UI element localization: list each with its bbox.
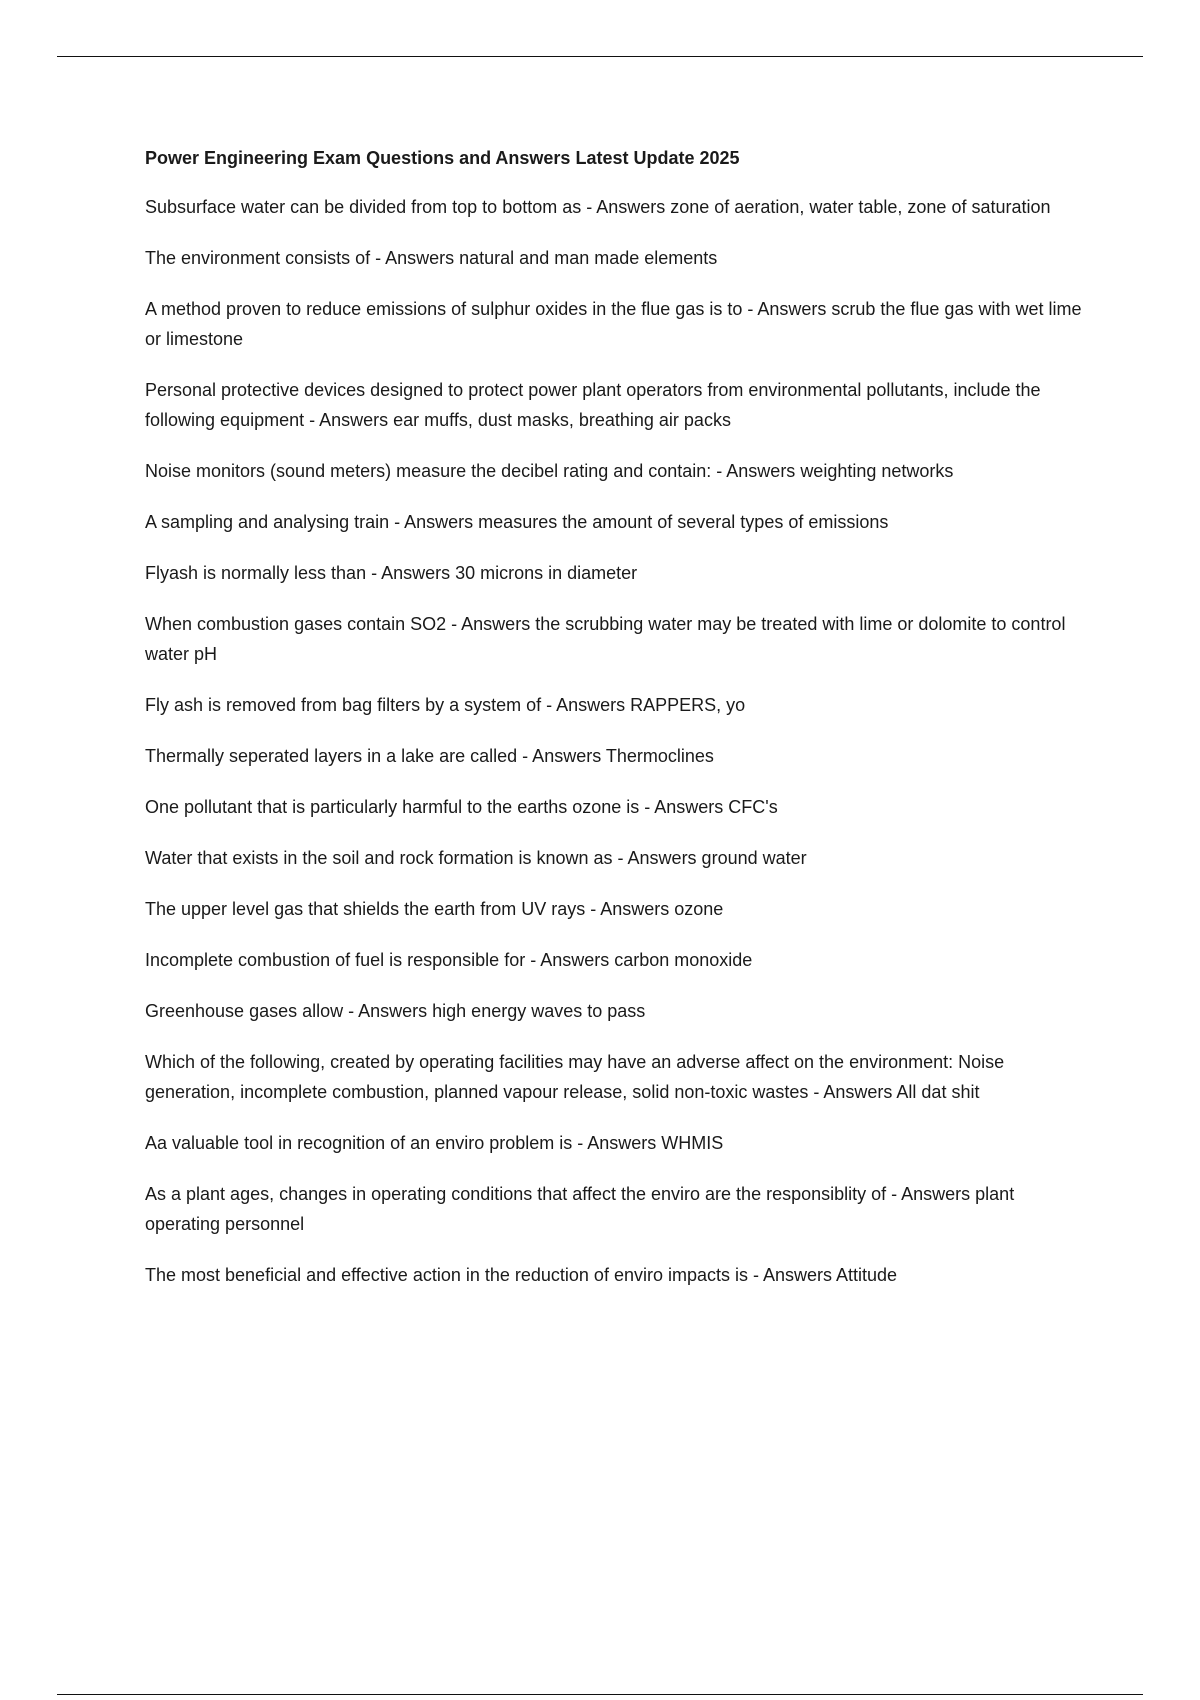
bottom-rule: [57, 1694, 1143, 1695]
qa-item: Incomplete combustion of fuel is responsible for - Answers carbon monoxide: [145, 950, 753, 970]
qa-item: Thermally seperated layers in a lake are called - Answers Thermoclines: [145, 746, 714, 766]
qa-item: Greenhouse gases allow - Answers high energy waves to pass: [145, 1001, 646, 1021]
qa-item: Subsurface water can be divided from top to bottom as - Answers zone of aeration, water table, zone of saturation: [145, 197, 1051, 217]
qa-item: Fly ash is removed from bag filters by a system of - Answers RAPPERS, yo: [145, 695, 746, 715]
qa-item: Flyash is normally less than - Answers 30 microns in diameter: [145, 563, 638, 583]
qa-item: Aa valuable tool in recognition of an enviro problem is - Answers WHMIS: [145, 1133, 724, 1153]
qa-item: Which of the following, created by operating facilities may have an adverse affect on the environment: Noise generation, incomplete combustion, planned vapour release, solid non-toxic wastes - Answers All dat shit: [145, 1052, 1005, 1102]
qa-item: The environment consists of - Answers natural and man made elements: [145, 248, 718, 268]
qa-item: A sampling and analysing train - Answers measures the amount of several types of emissions: [145, 512, 889, 532]
qa-item: Noise monitors (sound meters) measure the decibel rating and contain: - Answers weighting networks: [145, 461, 954, 481]
top-rule: [57, 56, 1143, 57]
qa-item: As a plant ages, changes in operating conditions that affect the enviro are the responsiblity of - Answers plant operating personnel: [145, 1184, 1015, 1234]
qa-item: When combustion gases contain SO2 - Answers the scrubbing water may be treated with lime or dolomite to control water pH: [145, 614, 1066, 664]
qa-item: One pollutant that is particularly harmful to the earths ozone is - Answers CFC's: [145, 797, 778, 817]
document-title: Power Engineering Exam Questions and Answers Latest Update 2025: [145, 148, 740, 168]
qa-item: Water that exists in the soil and rock formation is known as - Answers ground water: [145, 848, 807, 868]
qa-item: A method proven to reduce emissions of sulphur oxides in the flue gas is to - Answers scrub the flue gas with wet lime or limestone: [145, 299, 1082, 349]
document-body: [145, 143, 1085, 1311]
qa-item: Personal protective devices designed to protect power plant operators from environmental pollutants, include the following equipment - Answers ear muffs, dust masks, breathing air packs: [145, 380, 1041, 430]
qa-item: The upper level gas that shields the earth from UV rays - Answers ozone: [145, 899, 724, 919]
qa-item: The most beneficial and effective action in the reduction of enviro impacts is - Answers Attitude: [145, 1265, 898, 1285]
